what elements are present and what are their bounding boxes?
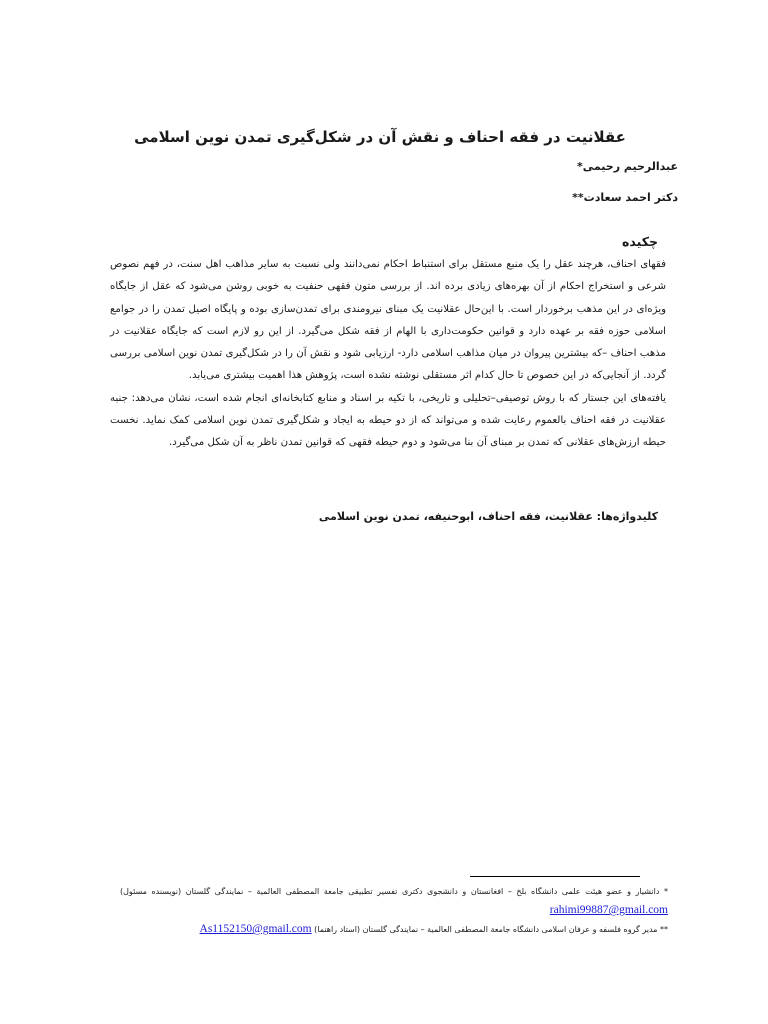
abstract-heading: چکیده (622, 234, 658, 249)
footnote-1-email-link[interactable]: rahimi99887@gmail.com (549, 904, 668, 916)
footnote-2-email-link[interactable]: As1152150@gmail.com (199, 923, 312, 935)
keywords: کلیدواژه‌ها: عقلانیت، فقه احناف، ابوحنیفه، تمدن نوین اسلامی (318, 510, 658, 523)
abstract-paragraph-2: یافته‌های این جستار که با روش توصیفی–تحلیلی و تاریخی، با تکیه بر اسناد و منابع کتابخانه‌ای انجام شده است، نشان می‌دهد: جنبه عقلانیت در فقه احناف بالعموم رعایت شده و می‌تواند که از دو حیطه به ایجاد و شکل‌گیری تمدن نوین اسلامی کمک نماید. نخست حیطه ارزش‌های عقلانی که تمدن بر مبنای آن بنا می‌شود و دوم حیطه فقهی که قوانین تمدن ناظر به آن شکل می‌گیرد. (110, 392, 666, 449)
paper-title: عقلانیت در فقه احناف و نقش آن در شکل‌گیری تمدن نوین اسلامی (134, 128, 626, 146)
footnote-2 (120, 920, 668, 939)
footnote-2-text: ** مدیر گروه فلسفه و عرفان اسلامی دانشگاه جامعة المصطفی العالمیة – نمایندگی گلستان (استاد راهنما) (314, 925, 668, 934)
footnote-separator (470, 876, 640, 877)
abstract-paragraph-1: فقهای احناف، هرچند عقل را یک منبع مستقل برای استنباط احکام نمی‌دانند ولی نسبت به سایر مذاهب اهل سنت، در فهم نصوص شرعی و استخراج احکام از آن بهره‌های زیادی برده اند. از بررسی متون فقهی حنفیت به خوبی روشن می‌شود که عقل از جایگاه ویژه‌ای در این مذهب برخوردار است. با این‌حال عقلانیت یک مبنای نیرومندی برای تمدن‌سازی بوده و پایگاه اصیل تمدن را در جوامع اسلامی حوزه فقه بر عهده دارد و قوانین حکومت‌داری با الهام از فقه شکل می‌گیرد. از این رو لازم است که جایگاه عقلانیت در مذهب احناف –که بیشترین پیروان در میان مذاهب اسلامی دارد- ارزیابی شود و نقش آن را در شکل‌گیری تمدن نوین اسلامی بررسی گردد. از آنجایی‌که در این خصوص تا حال کدام اثر مستقلی نوشته نشده است، پژوهش هذا اهمیت بیشتری می‌یابد. (110, 259, 666, 382)
author-secondary: دکتر احمد سعادت** (572, 191, 678, 204)
footnote-1 (120, 882, 668, 920)
footnote-1-text: * دانشیار و عضو هیئت علمی دانشگاه بلخ – افغانستان و دانشجوی دکتری تفسیر تطبیقی جامعة المصطفی العالمیة – نمایندگی گلستان (نویسنده مسئول) (120, 887, 668, 896)
author-primary: عبدالرحیم رحیمی* (577, 160, 678, 173)
footnotes (120, 882, 668, 939)
abstract-body (110, 254, 666, 455)
